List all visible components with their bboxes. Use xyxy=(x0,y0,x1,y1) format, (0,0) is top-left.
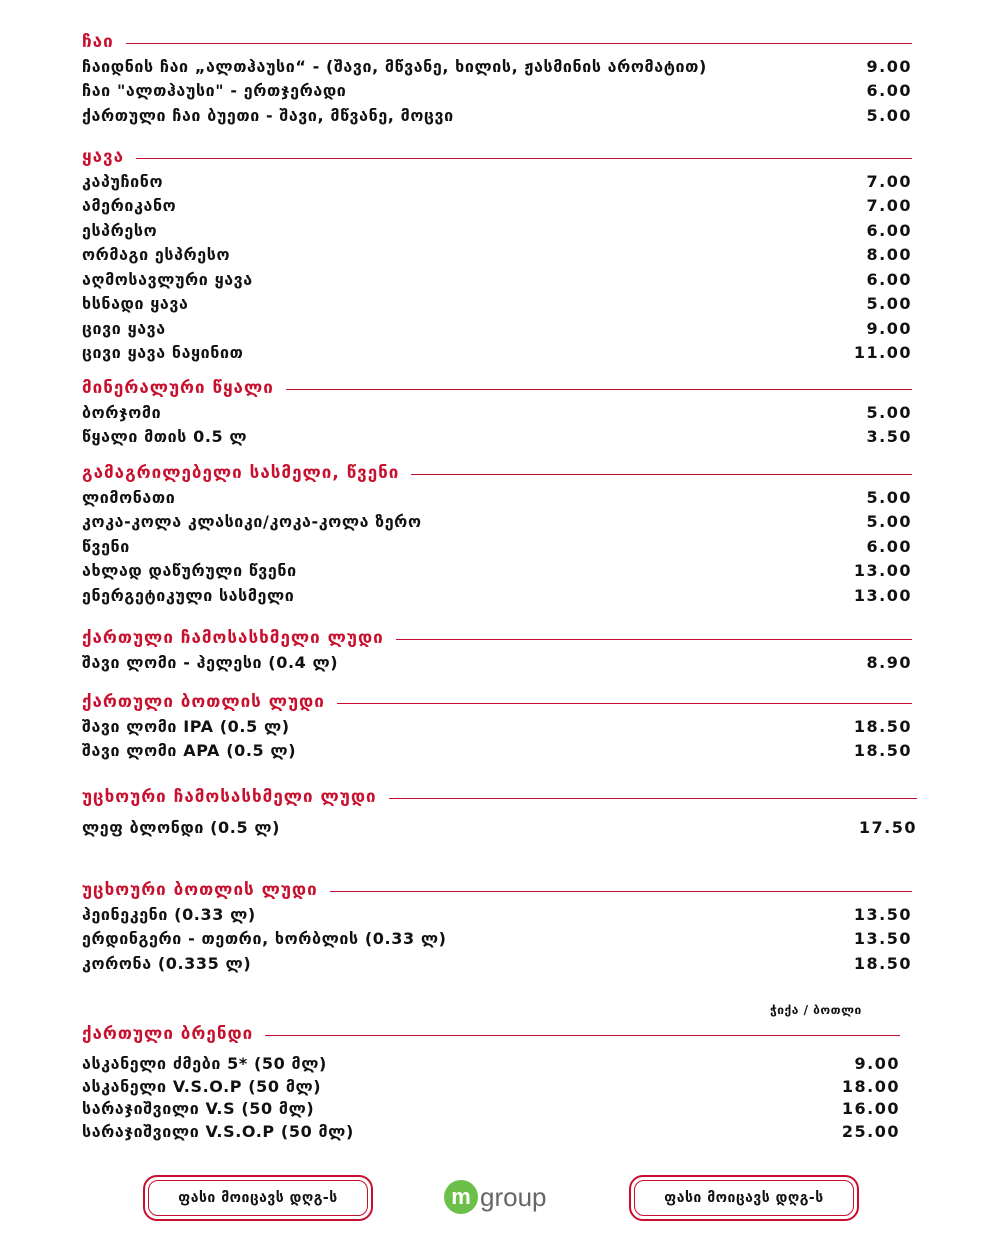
section-title: ყავა xyxy=(82,147,124,167)
menu-item xyxy=(82,243,912,268)
menu-item xyxy=(82,218,912,243)
section-title: უცხოური ჩამოსასხმელი ლუდი xyxy=(82,787,377,807)
menu-item xyxy=(82,292,912,317)
item-price: 18.50 xyxy=(853,716,912,736)
menu-item xyxy=(82,194,912,219)
menu-item xyxy=(82,54,912,79)
item-price: 8.00 xyxy=(866,245,912,265)
item-price: 9.00 xyxy=(854,1053,900,1073)
vat-note-text: ფასი მოიცავს დღგ-ს xyxy=(664,1190,824,1206)
section-coffee xyxy=(82,145,912,365)
section-foreign-bottled-beer xyxy=(82,878,912,976)
item-price: 7.00 xyxy=(866,171,912,191)
section-divider xyxy=(337,703,912,704)
item-price: 18.00 xyxy=(841,1077,900,1096)
menu-item xyxy=(82,316,912,341)
item-price: 5.00 xyxy=(866,105,912,125)
item-name: კოკა-კოლა კლასიკი/კოკა-კოლა ზერო xyxy=(82,512,422,532)
item-name: სარაჯიშვილი V.S (50 მლ) xyxy=(82,1099,315,1118)
item-price: 9.00 xyxy=(866,56,912,76)
section-divider xyxy=(396,639,912,640)
item-name: ამერიკანო xyxy=(82,196,177,216)
item-name: ცივი ყავა ნაყინით xyxy=(82,343,244,363)
item-name: ერდინგერი - თეთრი, ხორბლის (0.33 ლ) xyxy=(82,929,447,949)
item-price: 6.00 xyxy=(866,536,912,556)
item-price: 5.00 xyxy=(866,402,912,422)
section-divider xyxy=(389,798,917,799)
item-price: 25.00 xyxy=(841,1122,900,1142)
menu-item xyxy=(82,1120,900,1145)
vat-note-text: ფასი მოიცავს დღგ-ს xyxy=(178,1190,338,1206)
item-name: სარაჯიშვილი V.S.O.P (50 მლ) xyxy=(82,1122,354,1142)
vat-note-right xyxy=(629,1175,859,1221)
item-price: 6.00 xyxy=(866,269,912,289)
section-georgian-brandy xyxy=(82,1022,900,1144)
brandy-column-header: ჭიქა / ბოთლი xyxy=(770,1003,862,1017)
section-title: უცხოური ბოთლის ლუდი xyxy=(82,880,318,900)
section-divider xyxy=(265,1035,900,1036)
section-divider xyxy=(411,474,912,475)
item-price: 18.50 xyxy=(853,741,912,761)
section-tea xyxy=(82,30,912,128)
section-divider xyxy=(286,389,912,390)
item-name: ბორჯომი xyxy=(82,402,162,422)
item-name: კაპუჩინო xyxy=(82,171,164,191)
item-name: ასკანელი ძმები 5* (50 მლ) xyxy=(82,1053,327,1073)
menu-item xyxy=(82,425,912,450)
item-name: ჩაიდნის ჩაი „ალთჰაუსი“ - (შავი, მწვანე, ხილის, ჟასმინის არომატით) xyxy=(82,56,707,76)
section-mineral-water xyxy=(82,376,912,449)
section-title: ჩაი xyxy=(82,32,114,52)
item-price: 13.00 xyxy=(853,585,912,605)
item-price: 6.00 xyxy=(866,81,912,101)
item-name: ახლად დაწურული წვენი xyxy=(82,561,297,581)
menu-item xyxy=(82,583,912,608)
item-name: წყალი მთის 0.5 ლ xyxy=(82,427,248,447)
menu-item xyxy=(82,534,912,559)
item-name: ორმაგი ესპრესო xyxy=(82,245,231,265)
section-title: ქართული ბრენდი xyxy=(82,1024,254,1044)
section-georgian-draft-beer xyxy=(82,626,912,675)
menu-item xyxy=(82,951,912,976)
menu-item xyxy=(82,927,912,952)
item-name: ლეფ ბლონდი (0.5 ლ) xyxy=(82,817,281,837)
item-name: ჰეინეკენი (0.33 ლ) xyxy=(82,904,256,924)
item-price: 5.00 xyxy=(866,294,912,314)
item-price: 8.90 xyxy=(866,652,912,672)
logo-mark: m xyxy=(444,1180,478,1214)
mgroup-logo xyxy=(444,1180,547,1214)
menu-item xyxy=(82,650,912,675)
item-name: შავი ლომი APA (0.5 ლ) xyxy=(82,741,297,761)
item-price: 9.00 xyxy=(866,318,912,338)
item-price: 16.00 xyxy=(841,1099,900,1118)
menu-item xyxy=(82,559,912,584)
menu-item xyxy=(82,1098,900,1120)
item-name: წვენი xyxy=(82,536,130,556)
menu-item xyxy=(82,714,912,739)
item-name: კორონა (0.335 ლ) xyxy=(82,953,252,973)
menu-item xyxy=(82,267,912,292)
item-name: შავი ლომი IPA (0.5 ლ) xyxy=(82,716,290,736)
item-price: 7.00 xyxy=(866,196,912,216)
logo-text: group xyxy=(480,1181,547,1212)
menu-item xyxy=(82,902,912,927)
menu-item xyxy=(82,169,912,194)
item-price: 5.00 xyxy=(866,487,912,507)
menu-item xyxy=(82,341,912,366)
item-name: ესპრესო xyxy=(82,220,158,240)
vat-note-left xyxy=(143,1175,373,1221)
item-name: აღმოსავლური ყავა xyxy=(82,269,253,289)
item-name: ხსნადი ყავა xyxy=(82,294,189,314)
menu-item xyxy=(82,485,912,510)
section-georgian-bottled-beer xyxy=(82,690,912,763)
item-price: 13.50 xyxy=(853,904,912,924)
menu-item xyxy=(82,1076,900,1098)
section-soft-drinks xyxy=(82,461,912,608)
item-price: 6.00 xyxy=(866,220,912,240)
section-title: ქართული ბოთლის ლუდი xyxy=(82,692,325,712)
item-name: ცივი ყავა xyxy=(82,318,166,338)
section-divider xyxy=(330,891,912,892)
item-name: ჩაი "ალთჰაუსი" - ერთჯერადი xyxy=(82,81,347,101)
item-price: 18.50 xyxy=(853,953,912,973)
section-divider xyxy=(126,43,912,44)
menu-item xyxy=(82,400,912,425)
menu-item xyxy=(82,79,912,104)
section-foreign-draft-beer xyxy=(82,785,917,840)
section-title: მინერალური წყალი xyxy=(82,378,274,398)
menu-item xyxy=(82,510,912,535)
section-title: გამაგრილებელი სასმელი, წვენი xyxy=(82,463,400,483)
menu-item xyxy=(82,739,912,764)
item-price: 11.00 xyxy=(853,343,912,363)
menu-item xyxy=(82,815,917,840)
item-name: ასკანელი V.S.O.P (50 მლ) xyxy=(82,1077,322,1096)
item-price: 3.50 xyxy=(866,427,912,447)
item-name: ენერგეტიკული სასმელი xyxy=(82,585,295,605)
item-price: 13.50 xyxy=(853,929,912,949)
item-name: ქართული ჩაი ბუეთი - შავი, მწვანე, მოცვი xyxy=(82,105,454,125)
item-name: შავი ლომი - ჰელესი (0.4 ლ) xyxy=(82,652,339,672)
item-price: 13.00 xyxy=(853,561,912,581)
menu-item xyxy=(82,103,912,128)
item-price: 5.00 xyxy=(866,512,912,532)
item-name: ლიმონათი xyxy=(82,487,176,507)
section-divider xyxy=(136,158,912,159)
menu-item xyxy=(82,1051,900,1076)
section-title: ქართული ჩამოსასხმელი ლუდი xyxy=(82,628,384,648)
item-price: 17.50 xyxy=(858,817,917,837)
